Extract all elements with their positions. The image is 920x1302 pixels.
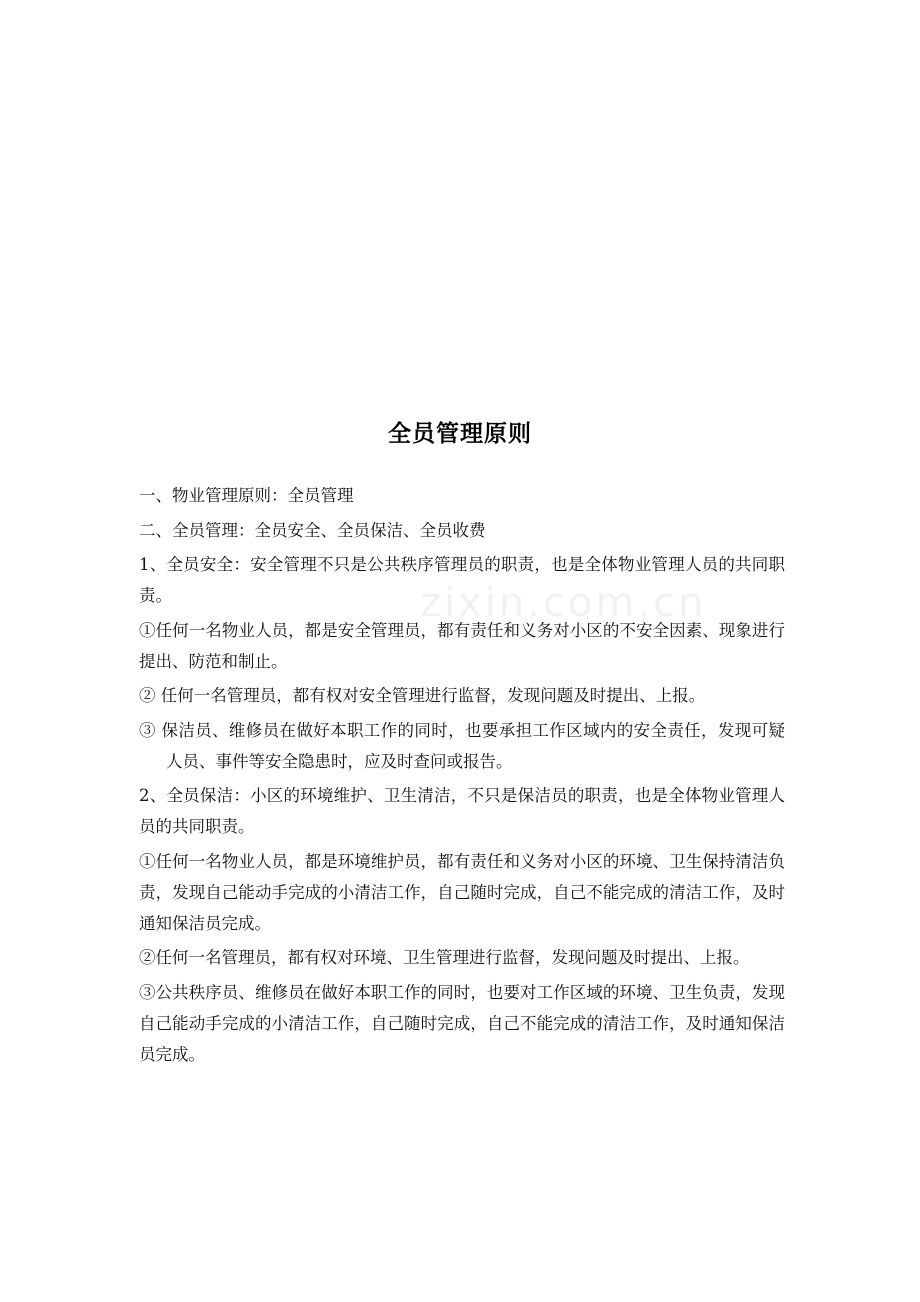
watermark: zixin.com.cn [420, 580, 707, 626]
document-body [139, 480, 785, 1073]
paragraph-cleaning-item-2: ②任何一名管理员，都有权对环境、卫生管理进行监督，发现问题及时提出、上报。 [139, 948, 750, 967]
paragraph-cleaning-item-1: ①任何一名物业人员，都是环境维护员，都有责任和义务对小区的环境、卫生保持清洁负责，发现自己能动手完成的小清洁工作，自己随时完成，自己不能完成的清洁工作，及时通知保洁员完成。 [139, 851, 785, 933]
document-title: 全员管理原则 [388, 421, 532, 447]
paragraph-principle: 一、物业管理原则：全员管理 [139, 486, 354, 505]
paragraph-safety-item-1: ①任何一名物业人员，都是安全管理员，都有责任和义务对小区的不安全因素、现象进行提出、防范和制止。 [139, 620, 785, 671]
paragraph-safety-item-3: ③ 保洁员、维修员在做好本职工作的同时，也要承担工作区域内的安全责任，发现可疑人员、事件等安全隐患时，应及时查问或报告。 [139, 720, 785, 771]
paragraph-safety-item-2: ② 任何一名管理员，都有权对安全管理进行监督，发现问题及时提出、上报。 [139, 686, 706, 705]
paragraph-full-cleaning: 2、全员保洁：小区的环境维护、卫生清洁，不只是保洁员的职责，也是全体物业管理人员的共同职责。 [139, 786, 785, 836]
paragraph-cleaning-item-3: ③公共秩序员、维修员在做好本职工作的同时，也要对工作区域的环境、卫生负责，发现自己能动手完成的小清洁工作，自己随时完成，自己不能完成的清洁工作，及时通知保洁员完成。 [139, 982, 785, 1064]
paragraph-full-management: 二、全员管理：全员安全、全员保洁、全员收费 [139, 520, 486, 540]
paragraph-full-safety: 1、全员安全：安全管理不只是公共秩序管理员的职责，也是全体物业管理人员的共同职责。 [139, 555, 785, 605]
